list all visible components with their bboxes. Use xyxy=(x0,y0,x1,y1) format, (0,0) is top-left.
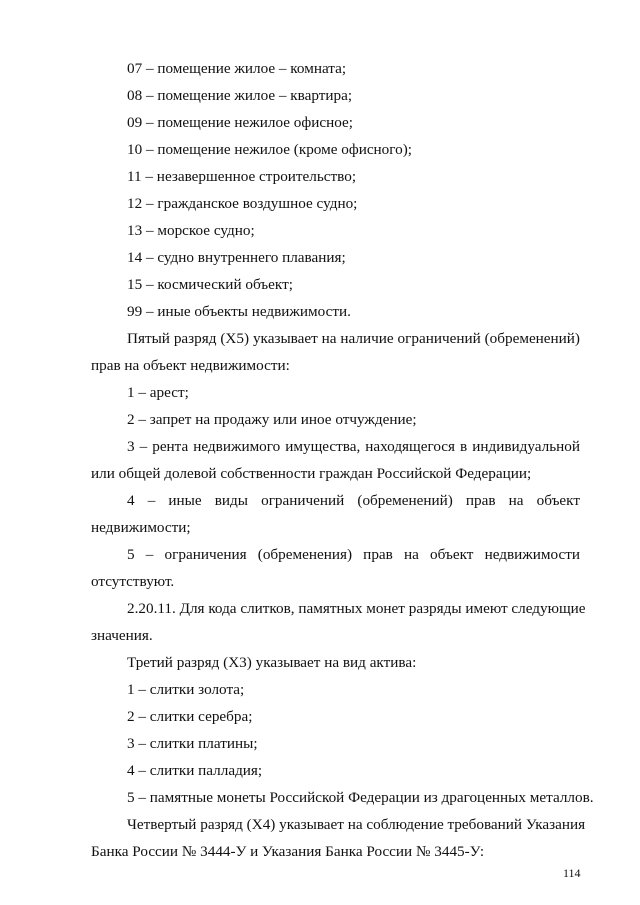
section-2-20-11-line-1: 2.20.11. Для кода слитков, памятных монет разряды имеют следующие xyxy=(127,600,586,617)
list-item-renta-line-1: 3 – рента недвижимого имущества, находящегося в индивидуальной xyxy=(127,438,580,455)
list-item-otsutstvuyut-line-1: 5 – ограничения (обременения) прав на объект недвижимости xyxy=(127,546,580,563)
paragraph-x5-line-1: Пятый разряд (Х5) указывает на наличие ограничений (обременений) xyxy=(127,330,580,347)
list-item-arest: 1 – арест; xyxy=(127,384,189,401)
list-item-15: 15 – космический объект; xyxy=(127,276,293,293)
list-item-renta-line-2: или общей долевой собственности граждан Российской Федерации; xyxy=(91,465,532,482)
list-item-13: 13 – морское судно; xyxy=(127,222,255,239)
list-item-07: 07 – помещение жилое – комната; xyxy=(127,60,347,77)
list-item-zapret: 2 – запрет на продажу или иное отчуждение; xyxy=(127,411,417,428)
list-item-platinum: 3 – слитки платины; xyxy=(127,735,258,752)
list-item-palladium: 4 – слитки палладия; xyxy=(127,762,263,779)
paragraph-x4-line-1: Четвертый разряд (Х4) указывает на соблюдение требований Указания xyxy=(127,816,586,833)
list-item-inye-line-1: 4 – иные виды ограничений (обременений) прав на объект xyxy=(127,492,580,509)
list-item-12: 12 – гражданское воздушное судно; xyxy=(127,195,358,212)
list-item-otsutstvuyut-line-2: отсутствуют. xyxy=(91,573,175,590)
list-item-inye-line-2: недвижимости; xyxy=(91,519,191,536)
list-item-coins: 5 – памятные монеты Российской Федерации из драгоценных металлов. xyxy=(127,789,594,806)
list-item-silver: 2 – слитки серебра; xyxy=(127,708,253,725)
list-item-99: 99 – иные объекты недвижимости. xyxy=(127,303,351,320)
page-number: 114 xyxy=(563,866,581,880)
list-item-14: 14 – судно внутреннего плавания; xyxy=(127,249,346,266)
list-item-09: 09 – помещение нежилое офисное; xyxy=(127,114,353,131)
paragraph-x4-line-2: Банка России № 3444-У и Указания Банка России № 3445-У: xyxy=(91,843,485,860)
list-item-gold: 1 – слитки золота; xyxy=(127,681,245,698)
paragraph-x5-line-2: прав на объект недвижимости: xyxy=(91,357,290,374)
section-2-20-11-line-2: значения. xyxy=(91,627,153,644)
paragraph-x3: Третий разряд (Х3) указывает на вид актива: xyxy=(127,654,417,671)
list-item-10: 10 – помещение нежилое (кроме офисного); xyxy=(127,141,413,158)
list-item-11: 11 – незавершенное строительство; xyxy=(127,168,357,185)
list-item-08: 08 – помещение жилое – квартира; xyxy=(127,87,353,104)
